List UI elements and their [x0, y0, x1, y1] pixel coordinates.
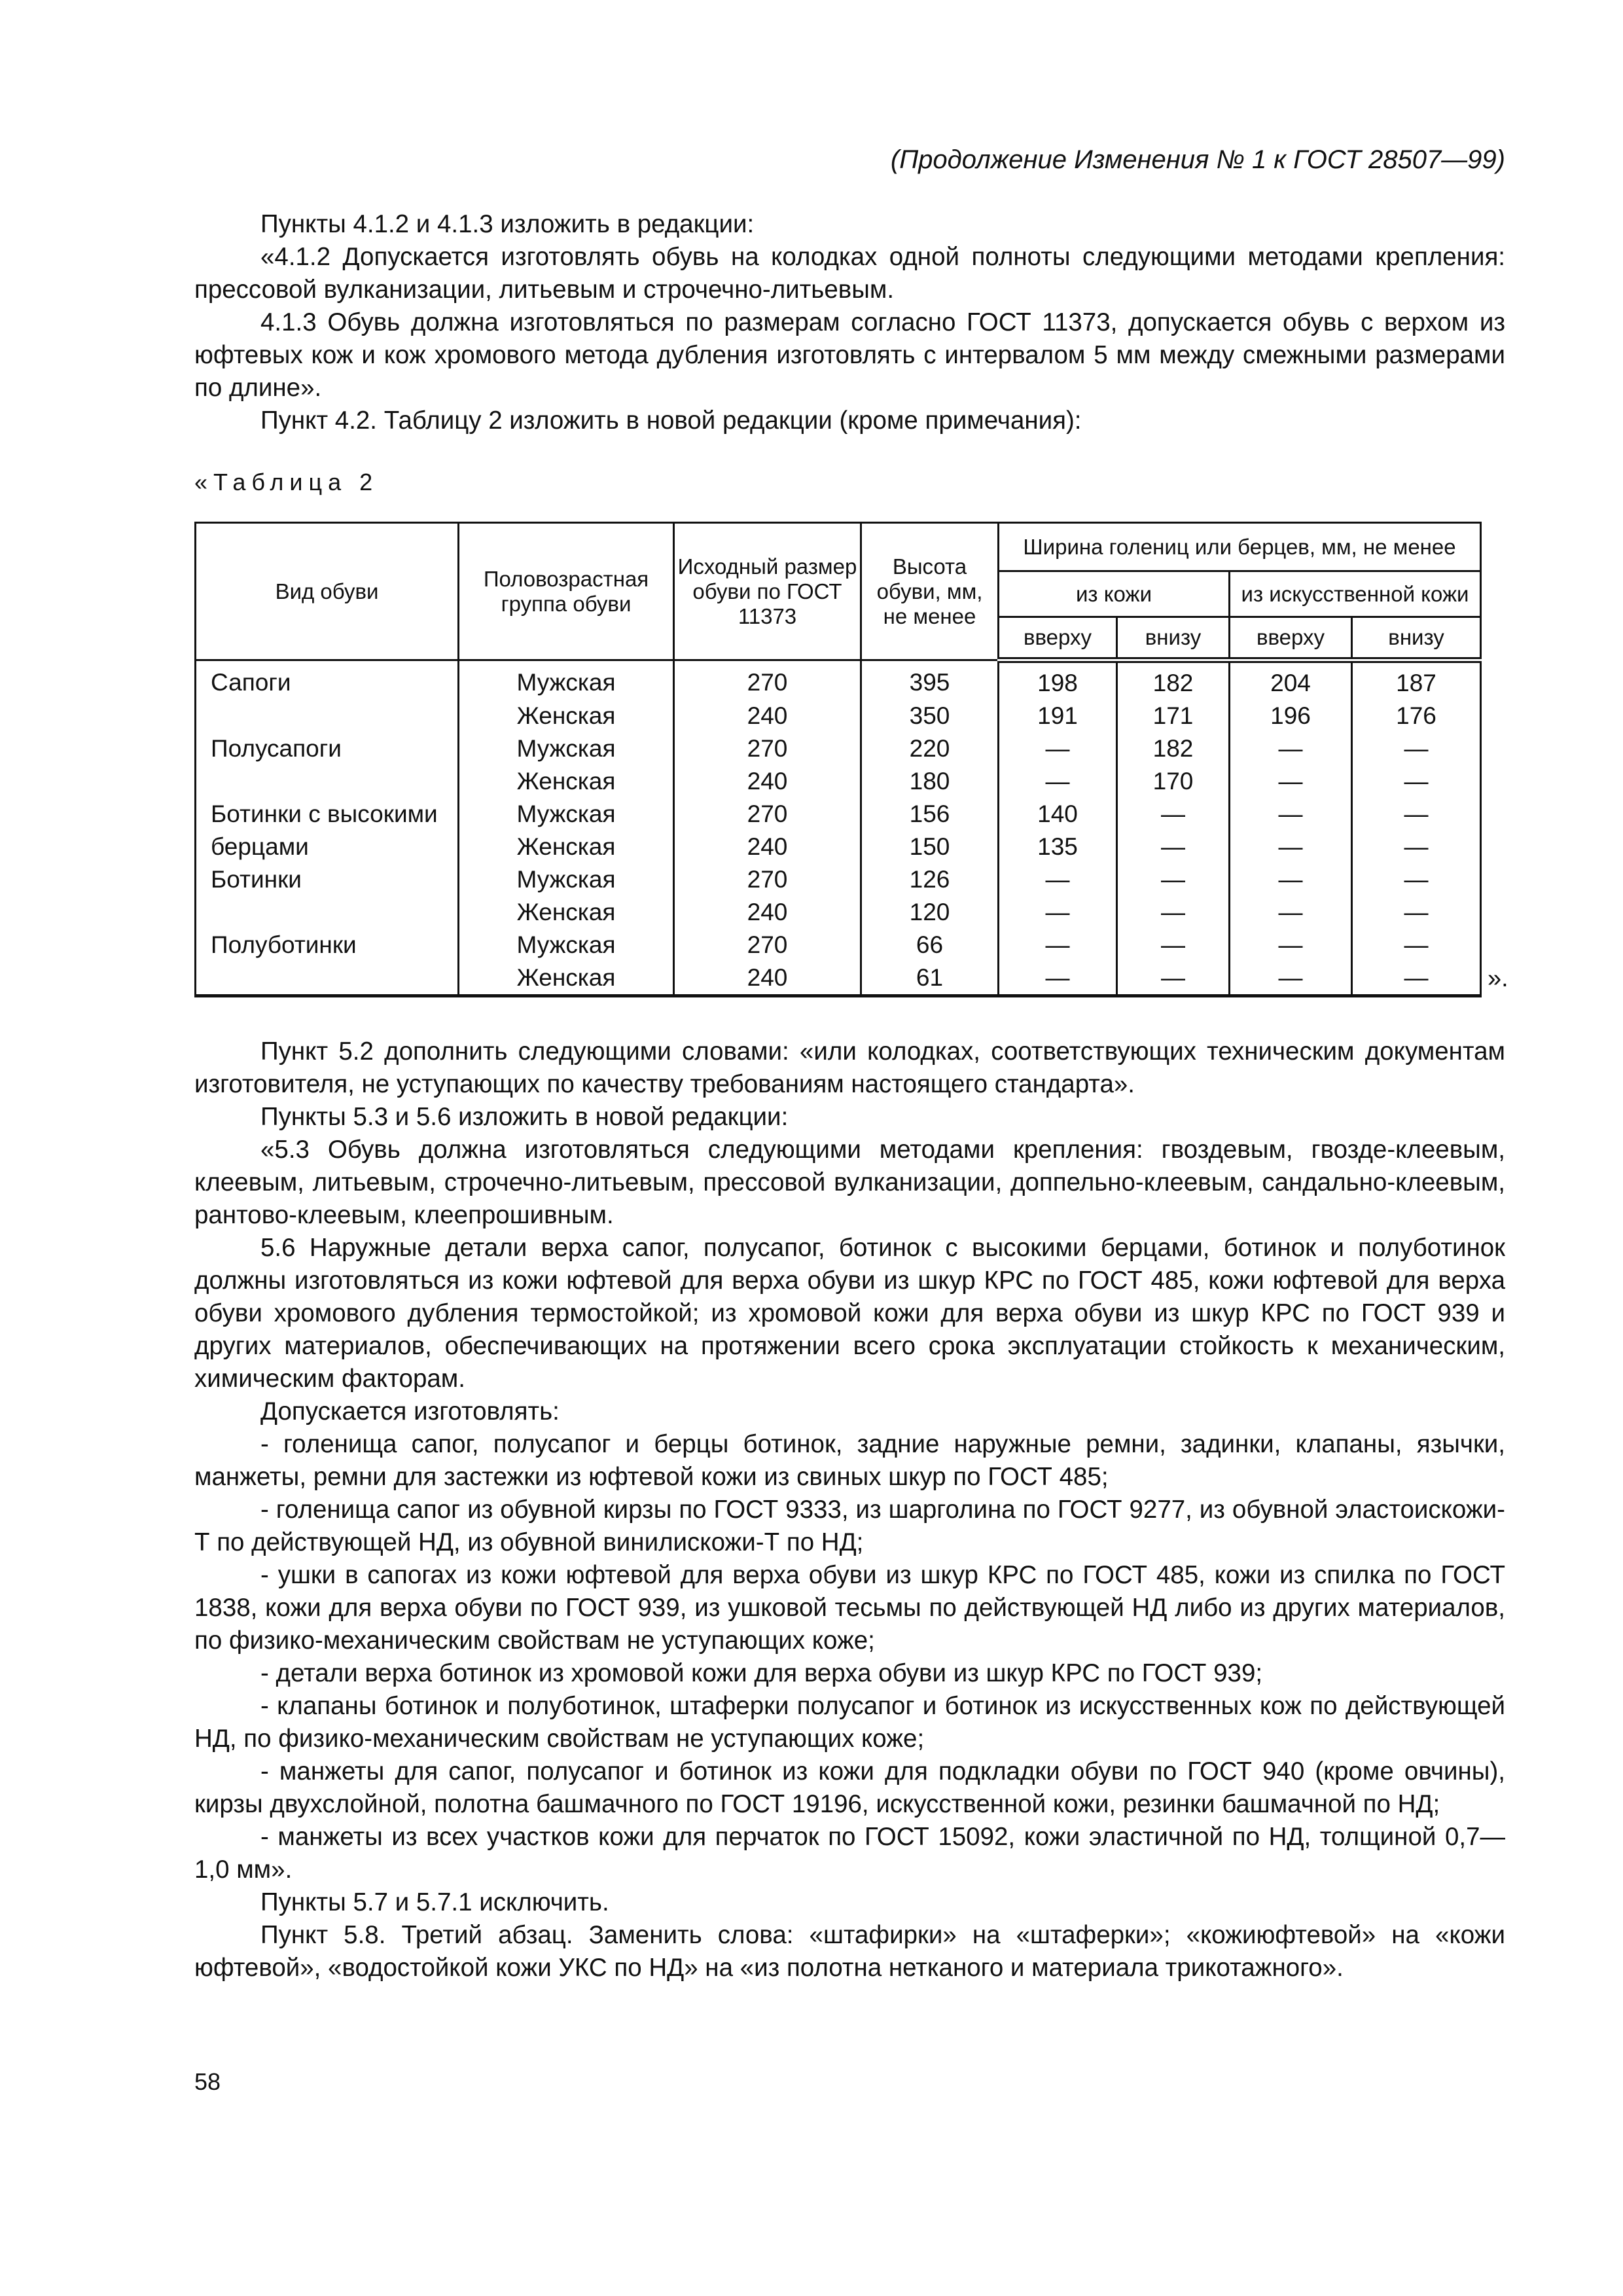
header-bottom: внизу [1117, 617, 1230, 660]
table-cell: Женская [459, 831, 674, 863]
table-row [196, 798, 1481, 831]
table-cell: — [1117, 929, 1230, 961]
table-cell: 150 [861, 831, 999, 863]
table-cell: 270 [674, 929, 861, 961]
header-artificial: из искусственной кожи [1230, 571, 1481, 617]
header-width: Ширина голениц или берцев, мм, не менее [999, 523, 1481, 571]
paragraph: «5.3 Обувь должна изготовляться следующими методами крепления: гвоздевым, гвозде-клеевым, клеевым, литьевым, строчечно-литьевым, прессовой вулканизации, доппельно-клеевым, сандально-клеевым, рантово-клеевым, клеепрошивным. [194, 1136, 1505, 1229]
table-cell: Полуботинки [196, 929, 459, 961]
table-cell: 395 [861, 660, 999, 700]
header-leather: из кожи [999, 571, 1230, 617]
end-quote: ». [1488, 965, 1508, 992]
table-row [196, 732, 1481, 765]
table-cell: 196 [1230, 700, 1352, 732]
table-cell [196, 961, 459, 996]
table-cell: Полусапоги [196, 732, 459, 765]
paragraph: Допускается изготовлять: [260, 1397, 560, 1426]
header-group: Половозрастная группа обуви [459, 523, 674, 660]
table-cell: Мужская [459, 929, 674, 961]
table-cell: — [1117, 831, 1230, 863]
table-cell: 270 [674, 863, 861, 896]
header-bottom: внизу [1352, 617, 1481, 660]
paragraph: 4.1.3 Обувь должна изготовляться по размерам согласно ГОСТ 11373, допускается обувь с верхом из юфтевых кож и кож хромового метода дубления изготовлять с интервалом 5 мм между смежными размерами по длине». [194, 308, 1505, 402]
header-kind: Вид обуви [196, 523, 459, 660]
table-cell: Мужская [459, 732, 674, 765]
table-cell: 240 [674, 700, 861, 732]
table-cell [196, 765, 459, 798]
table-cell: — [999, 961, 1117, 996]
table-cell: 270 [674, 732, 861, 765]
paragraph: - голенища сапог, полусапог и берцы ботинок, задние наружные ремни, задинки, клапаны, язычки, манжеты, ремни для застежки из юфтевой кожи из свиных шкур по ГОСТ 485; [194, 1430, 1505, 1491]
table-cell: — [1352, 765, 1481, 798]
table-cell: Сапоги [196, 660, 459, 700]
table-row [196, 660, 1481, 700]
table-cell: Ботинки с высокими [196, 798, 459, 831]
table-cell: 191 [999, 700, 1117, 732]
table-cell: 156 [861, 798, 999, 831]
table-cell: — [999, 765, 1117, 798]
paragraph: - голенища сапог из обувной кирзы по ГОСТ 9333, из шарголина по ГОСТ 9277, из обувной эластоискожи-Т по действующей НД, из обувной винилискожи-Т по НД; [194, 1496, 1505, 1556]
table-cell: Женская [459, 765, 674, 798]
page-number: 58 [194, 2068, 221, 2095]
table-cell: 240 [674, 765, 861, 798]
table-row [196, 863, 1481, 896]
table-cell: 140 [999, 798, 1117, 831]
table-cell: 66 [861, 929, 999, 961]
table-cell: 176 [1352, 700, 1481, 732]
table-2 [194, 522, 1482, 997]
table-cell: 240 [674, 831, 861, 863]
table-cell: — [1117, 896, 1230, 929]
table-cell: 220 [861, 732, 999, 765]
table-cell: 204 [1230, 660, 1352, 700]
text-top [194, 208, 1505, 437]
header-top: вверху [1230, 617, 1352, 660]
table-cell: — [1352, 863, 1481, 896]
table-cell: 182 [1117, 660, 1230, 700]
table-cell: — [1230, 896, 1352, 929]
table-cell: Мужская [459, 660, 674, 700]
table-cell: 171 [1117, 700, 1230, 732]
table-cell: Женская [459, 961, 674, 996]
table-cell: — [1230, 929, 1352, 961]
table-cell: — [999, 929, 1117, 961]
paragraph: 5.6 Наружные детали верха сапог, полусапог, ботинок с высокими берцами, ботинок и полуботинок должны изготовляться из кожи юфтевой для верха обуви из шкур КРС по ГОСТ 485, кожи юфтевой для верха обуви хромового дубления термостойкой; из хромовой кожи для верха обуви из шкур КРС по ГОСТ 939 и других материалов, обеспечивающих на протяжении всего срока эксплуатации стойкость к механическим, химическим факторам. [194, 1234, 1505, 1393]
table-cell: 240 [674, 961, 861, 996]
table-cell: берцами [196, 831, 459, 863]
table-row [196, 765, 1481, 798]
table-cell: 61 [861, 961, 999, 996]
header-top: вверху [999, 617, 1117, 660]
table-row [196, 896, 1481, 929]
table-cell: Женская [459, 896, 674, 929]
table-row [196, 961, 1481, 996]
table-row [196, 831, 1481, 863]
table-cell: — [1230, 961, 1352, 996]
paragraph: Пункты 4.1.2 и 4.1.3 изложить в редакции: [260, 210, 755, 238]
table-cell: 198 [999, 660, 1117, 700]
paragraph: «4.1.2 Допускается изготовлять обувь на колодках одной полноты следующими методами крепления: прессовой вулканизации, литьевым и строчечно-литьевым. [194, 243, 1505, 304]
paragraph: - детали верха ботинок из хромовой кожи для верха обуви из шкур КРС по ГОСТ 939; [260, 1659, 1263, 1687]
table-cell: Мужская [459, 798, 674, 831]
table-cell: Женская [459, 700, 674, 732]
paragraph: - манжеты из всех участков кожи для перчаток по ГОСТ 15092, кожи эластичной по НД, толщиной 0,7—1,0 мм». [194, 1823, 1505, 1884]
table-cell: — [1230, 831, 1352, 863]
paragraph: Пункт 5.8. Третий абзац. Заменить слова: «штафирки» на «штаферки»; «кожиюфтевой» на «кожи юфтевой», «водостойкой кожи УКС по НД» на «из полотна нетканого и материала трикотажного». [194, 1921, 1505, 1982]
table-cell [196, 896, 459, 929]
table-cell: 120 [861, 896, 999, 929]
running-header: (Продолжение Изменения № 1 к ГОСТ 28507—99) [890, 145, 1505, 174]
header-size: Исходный размер обуви по ГОСТ 11373 [674, 523, 861, 660]
table-cell: — [1352, 929, 1481, 961]
table-cell: 180 [861, 765, 999, 798]
paragraph: Пункты 5.7 и 5.7.1 исключить. [260, 1888, 609, 1916]
paragraph: - манжеты для сапог, полусапог и ботинок из кожи для подкладки обуви по ГОСТ 940 (кроме овчины), кирзы двухслойной, полотна башмачного по ГОСТ 19196, искусственной кожи, резинки башмачной по НД; [194, 1757, 1505, 1818]
table-cell: 187 [1352, 660, 1481, 700]
table-cell: — [1352, 896, 1481, 929]
table-cell: 182 [1117, 732, 1230, 765]
table-cell: 350 [861, 700, 999, 732]
table-cell: — [1352, 831, 1481, 863]
paragraph: Пункты 5.3 и 5.6 изложить в новой редакции: [260, 1103, 789, 1131]
table-cell: — [1117, 863, 1230, 896]
table-row [196, 700, 1481, 732]
table-row [196, 929, 1481, 961]
table-cell: — [999, 732, 1117, 765]
table-cell: — [1230, 765, 1352, 798]
paragraph: - клапаны ботинок и полуботинок, штаферки полусапог и ботинок из искусственных кож по действующей НД, по физико-механическим свойствам не уступающих коже; [194, 1692, 1505, 1753]
table-cell: — [1117, 961, 1230, 996]
table-cell: — [1117, 798, 1230, 831]
table-cell: 135 [999, 831, 1117, 863]
table-cell: — [1352, 961, 1481, 996]
paragraph: Пункт 4.2. Таблицу 2 изложить в новой редакции (кроме примечания): [260, 406, 1082, 435]
table-cell: 126 [861, 863, 999, 896]
text-bottom [194, 1035, 1505, 1984]
table-cell: 240 [674, 896, 861, 929]
table-caption: «Таблица 2 [194, 469, 379, 495]
table-cell: 170 [1117, 765, 1230, 798]
header-height: Высота обуви, мм, не менее [861, 523, 999, 660]
table-cell: — [1230, 732, 1352, 765]
table-cell: — [1230, 798, 1352, 831]
table-cell: Ботинки [196, 863, 459, 896]
table-cell: — [1352, 732, 1481, 765]
table-cell: 270 [674, 660, 861, 700]
table-cell: Мужская [459, 863, 674, 896]
table-cell: — [1352, 798, 1481, 831]
paragraph: Пункт 5.2 дополнить следующими словами: «или колодках, соответствующих техническим документам изготовителя, не уступающих по качеству требованиям настоящего стандарта». [194, 1037, 1505, 1098]
table-cell [196, 700, 459, 732]
table-cell: — [999, 896, 1117, 929]
table-cell: — [999, 863, 1117, 896]
paragraph: - ушки в сапогах из кожи юфтевой для верха обуви из шкур КРС по ГОСТ 485, кожи из спилка по ГОСТ 1838, кожи для верха обуви по ГОСТ 939, из ушковой тесьмы по действующей НД либо из других материалов, по физико-механическим свойствам не уступающих коже; [194, 1561, 1505, 1655]
table-cell: 270 [674, 798, 861, 831]
table-cell: — [1230, 863, 1352, 896]
